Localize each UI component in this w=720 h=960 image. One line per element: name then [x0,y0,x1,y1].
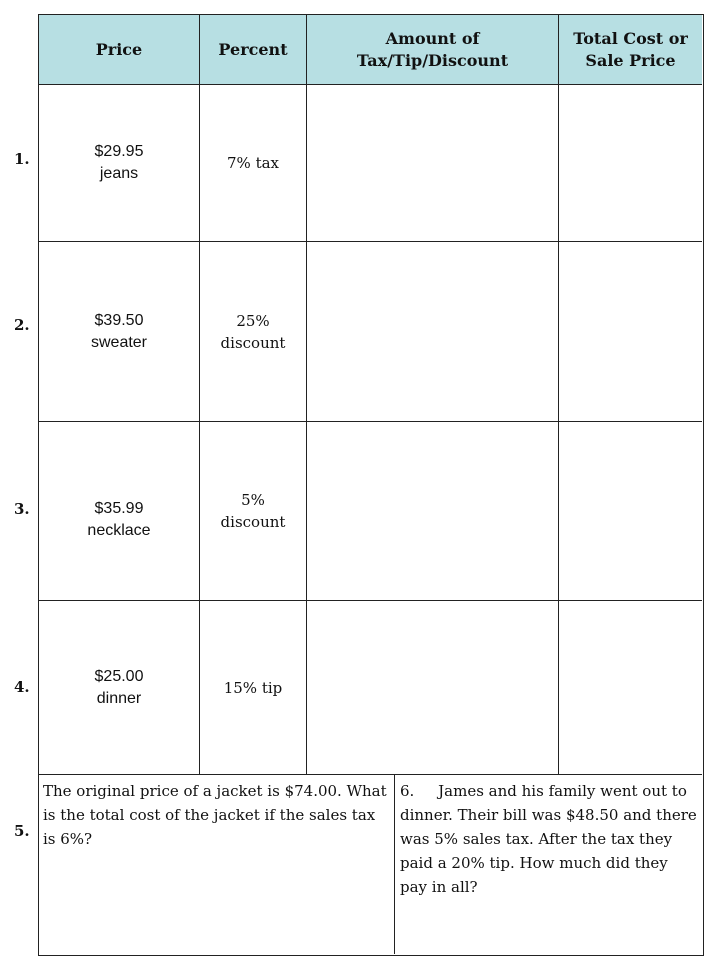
row-4-amount-answer[interactable] [307,601,559,775]
row-number-3: 3. [14,500,30,518]
problem-6-box[interactable] [395,775,702,954]
row-1-price: $29.95 [94,143,144,160]
row-2-total-answer[interactable] [559,242,702,422]
row-3-price-cell [39,422,200,601]
row-4-price-cell [39,601,200,775]
row-2-percent-type: discount [220,333,286,352]
header-price [39,15,200,85]
row-3-price: $35.99 [94,500,144,517]
row-1-price-cell [39,85,200,242]
row-4-item: dinner [96,689,142,707]
row-4-price: $25.00 [94,667,144,685]
row-number-1: 1. [14,150,30,168]
row-1-total-answer[interactable] [559,85,702,242]
header-percent [200,15,307,85]
header-amount [307,15,559,85]
row-3-total-answer[interactable] [559,422,702,601]
row-4-percent: 15% tip [223,678,283,697]
row-2-amount-answer[interactable] [307,242,559,422]
header-amount-label: Amount of Tax/Tip/Discount [356,28,509,70]
row-4-total-answer[interactable] [559,601,702,775]
row-3-percent: 5% [241,491,265,509]
row-4-percent-cell [200,601,307,775]
row-3-item: necklace [87,522,151,539]
row-2-percent: 25% [236,311,270,330]
row-3-percent-cell [200,422,307,601]
row-1-amount-answer[interactable] [307,85,559,242]
row-number-4: 4. [14,678,30,696]
row-3-percent-type: discount [220,513,286,531]
row-number-2: 2. [14,316,30,334]
row-2-item: sweater [90,333,148,351]
header-total [559,15,702,85]
row-2-price: $39.50 [94,311,144,329]
header-total-label: Total Cost or Sale Price [573,28,688,70]
problem-6-text: 6. James and his family went out to dinner. Their bill was $48.50 and there was 5% sales tax. After the tax they paid a 20% tip. How much did they pay in all? [400,782,697,896]
row-1-item: jeans [99,165,139,182]
header-price-label: Price [95,39,143,59]
row-1-percent-cell [200,85,307,242]
row-2-price-cell [39,242,200,422]
problem-5-text: The original price of a jacket is $74.00. What is the total cost of the jacket if the sales tax is 6%? [43,782,387,848]
problem-5-box[interactable] [39,775,395,954]
header-percent-label: Percent [218,39,288,59]
row-1-percent: 7% tax [227,154,279,172]
row-2-percent-cell [200,242,307,422]
row-3-amount-answer[interactable] [307,422,559,601]
worksheet-table [38,14,704,956]
row-number-5: 5. [14,822,30,840]
